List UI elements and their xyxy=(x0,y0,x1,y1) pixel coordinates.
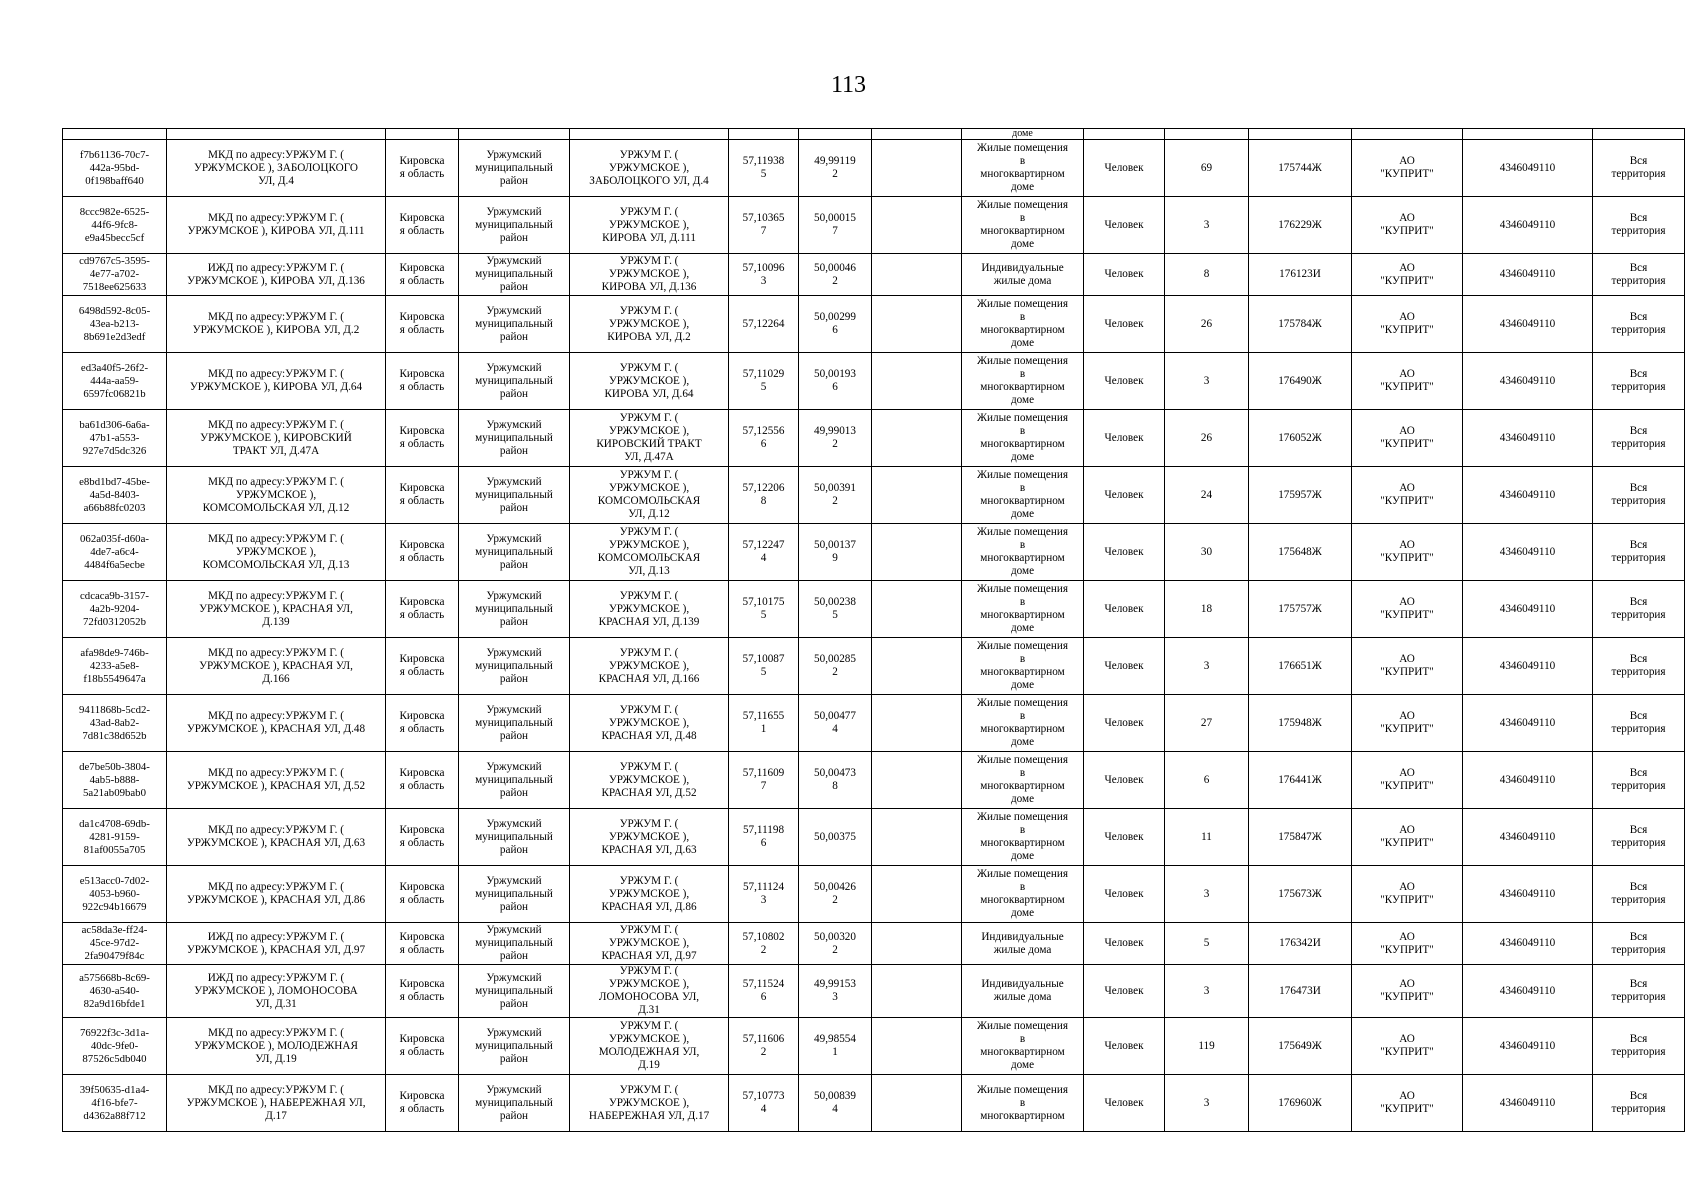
cell-code: 176229Ж xyxy=(1249,197,1352,254)
cell-unit: Человек xyxy=(1084,695,1165,752)
cell-longitude: 50,00015 7 xyxy=(799,197,872,254)
cell-code: 176052Ж xyxy=(1249,410,1352,467)
cell-object-name: МКД по адресу:УРЖУМ Г. ( УРЖУМСКОЕ ), КИРОВА УЛ, Д.2 xyxy=(167,296,386,353)
cell-inn: 4346049110 xyxy=(1463,752,1593,809)
cell-unit: Человек xyxy=(1084,410,1165,467)
cell-premises-type: Индивидуальные жилые дома xyxy=(962,923,1084,965)
cell-latitude: 57,11938 5 xyxy=(729,140,799,197)
cell-premises-type: Жилые помещения в многоквартирном доме xyxy=(962,638,1084,695)
cell-count: 26 xyxy=(1165,410,1249,467)
cell-premises-type: Жилые помещения в многоквартирном доме xyxy=(962,197,1084,254)
table-row xyxy=(63,695,1685,752)
cell-district: Уржумский муниципальный район xyxy=(459,296,570,353)
cell-address: УРЖУМ Г. ( УРЖУМСКОЕ ), КИРОВА УЛ, Д.2 xyxy=(570,296,729,353)
cell-code: 175648Ж xyxy=(1249,524,1352,581)
cell-uid: e8bd1bd7-45be- 4a5d-8403- a66b88fc0203 xyxy=(63,467,167,524)
cell-longitude: 49,99153 3 xyxy=(799,965,872,1018)
cell-inn: 4346049110 xyxy=(1463,695,1593,752)
cell-district: Уржумский муниципальный район xyxy=(459,140,570,197)
table-row xyxy=(63,638,1685,695)
cell-object-name: МКД по адресу:УРЖУМ Г. ( УРЖУМСКОЕ ), МОЛОДЕЖНАЯ УЛ, Д.19 xyxy=(167,1018,386,1075)
cell-region: Кировска я область xyxy=(386,695,459,752)
cell-unit: Человек xyxy=(1084,923,1165,965)
table-body xyxy=(63,129,1685,1132)
cell-territory: Вся территория xyxy=(1593,866,1685,923)
cell-organization: АО "КУПРИТ" xyxy=(1352,866,1463,923)
cell-latitude: 57,11609 7 xyxy=(729,752,799,809)
cell-territory: Вся территория xyxy=(1593,254,1685,296)
cell-district: Уржумский муниципальный район xyxy=(459,254,570,296)
cell-inn: 4346049110 xyxy=(1463,254,1593,296)
cell-longitude: 50,00839 4 xyxy=(799,1075,872,1132)
cell-unit: Человек xyxy=(1084,752,1165,809)
cell-inn: 4346049110 xyxy=(1463,866,1593,923)
cell-code: 176123И xyxy=(1249,254,1352,296)
cell-uid: 39f50635-d1a4- 4f16-bfe7- d4362a88f712 xyxy=(63,1075,167,1132)
cell-inn: 4346049110 xyxy=(1463,1018,1593,1075)
cell-region: Кировска я область xyxy=(386,638,459,695)
cell-inn: 4346049110 xyxy=(1463,923,1593,965)
cell-count: 3 xyxy=(1165,638,1249,695)
cell-extra xyxy=(872,695,962,752)
cell-uid: afa98de9-746b- 4233-a5e8- f18b5549647a xyxy=(63,638,167,695)
cell-extra xyxy=(872,1075,962,1132)
cell-territory: Вся территория xyxy=(1593,1075,1685,1132)
cell-uid: ac58da3e-ff24- 45ce-97d2- 2fa90479f84c xyxy=(63,923,167,965)
cell-count: 3 xyxy=(1165,1075,1249,1132)
cell-latitude: 57,10773 4 xyxy=(729,1075,799,1132)
cell-uid: ed3a40f5-26f2- 444a-aa59- 6597fc06821b xyxy=(63,353,167,410)
cell-latitude: 57,12264 xyxy=(729,296,799,353)
cell-address: УРЖУМ Г. ( УРЖУМСКОЕ ), КРАСНАЯ УЛ, Д.63 xyxy=(570,809,729,866)
cell-longitude: 49,99013 2 xyxy=(799,410,872,467)
cell-organization: АО "КУПРИТ" xyxy=(1352,809,1463,866)
cell-object-name: МКД по адресу:УРЖУМ Г. ( УРЖУМСКОЕ ), КОМСОМОЛЬСКАЯ УЛ, Д.12 xyxy=(167,467,386,524)
cell-uid: a575668b-8c69- 4630-a540- 82a9d16bfde1 xyxy=(63,965,167,1018)
cell-district: Уржумский муниципальный район xyxy=(459,581,570,638)
cell-count: 6 xyxy=(1165,752,1249,809)
cell-district: Уржумский муниципальный район xyxy=(459,695,570,752)
cell-inn: 4346049110 xyxy=(1463,467,1593,524)
cell-code: 175957Ж xyxy=(1249,467,1352,524)
table-row xyxy=(63,353,1685,410)
cell-region: Кировска я область xyxy=(386,581,459,638)
cell-territory: Вся территория xyxy=(1593,197,1685,254)
cell-extra xyxy=(872,752,962,809)
cell-territory: Вся территория xyxy=(1593,353,1685,410)
cell-unit: Человек xyxy=(1084,197,1165,254)
cell-object-name: МКД по адресу:УРЖУМ Г. ( УРЖУМСКОЕ ), КИРОВСКИЙ ТРАКТ УЛ, Д.47А xyxy=(167,410,386,467)
cell-organization: АО "КУПРИТ" xyxy=(1352,581,1463,638)
cell-region: Кировска я область xyxy=(386,296,459,353)
cell-address: УРЖУМ Г. ( УРЖУМСКОЕ ), КРАСНАЯ УЛ, Д.86 xyxy=(570,866,729,923)
cell-latitude: 57,11198 6 xyxy=(729,809,799,866)
cell-count: 27 xyxy=(1165,695,1249,752)
table-row xyxy=(63,140,1685,197)
cell-unit: Человек xyxy=(1084,467,1165,524)
cell-district: Уржумский муниципальный район xyxy=(459,353,570,410)
cell-territory: Вся территория xyxy=(1593,524,1685,581)
cell-latitude: 57,10802 2 xyxy=(729,923,799,965)
cell-premises-type: Индивидуальные жилые дома xyxy=(962,965,1084,1018)
table-row xyxy=(63,866,1685,923)
cell-object-name: ИЖД по адресу:УРЖУМ Г. ( УРЖУМСКОЕ ), ЛОМОНОСОВА УЛ, Д.31 xyxy=(167,965,386,1018)
cell-territory: Вся территория xyxy=(1593,410,1685,467)
cell-address: УРЖУМ Г. ( УРЖУМСКОЕ ), КОМСОМОЛЬСКАЯ УЛ, Д.12 xyxy=(570,467,729,524)
cell-unit: Человек xyxy=(1084,524,1165,581)
cell-latitude: 57,10087 5 xyxy=(729,638,799,695)
cell-extra xyxy=(872,866,962,923)
registry-table xyxy=(62,128,1685,1132)
cell-extra xyxy=(872,524,962,581)
cell-extra xyxy=(872,467,962,524)
cell-longitude: 50,00285 2 xyxy=(799,638,872,695)
cell-premises-type: Жилые помещения в многоквартирном доме xyxy=(962,353,1084,410)
cell-region: Кировска я область xyxy=(386,809,459,866)
cell-address: УРЖУМ Г. ( УРЖУМСКОЕ ), НАБЕРЕЖНАЯ УЛ, Д.17 xyxy=(570,1075,729,1132)
cell-address: УРЖУМ Г. ( УРЖУМСКОЕ ), КРАСНАЯ УЛ, Д.97 xyxy=(570,923,729,965)
table-row xyxy=(63,752,1685,809)
cell-uid: 8ccc982e-6525- 44f6-9fc8- e9a45becc5cf xyxy=(63,197,167,254)
cell-longitude: 50,00391 2 xyxy=(799,467,872,524)
cell-latitude: 57,10096 3 xyxy=(729,254,799,296)
cell-region: Кировска я область xyxy=(386,752,459,809)
table-row xyxy=(63,923,1685,965)
cell-premises-type: Жилые помещения в многоквартирном доме xyxy=(962,524,1084,581)
cell-inn: 4346049110 xyxy=(1463,965,1593,1018)
cell-unit: Человек xyxy=(1084,296,1165,353)
cell-territory: Вся территория xyxy=(1593,140,1685,197)
cell-premises-type: Жилые помещения в многоквартирном доме xyxy=(962,467,1084,524)
cell-organization: АО "КУПРИТ" xyxy=(1352,638,1463,695)
cell-longitude: 50,00193 6 xyxy=(799,353,872,410)
cell-district: Уржумский муниципальный район xyxy=(459,638,570,695)
cell-territory: Вся территория xyxy=(1593,752,1685,809)
cell-territory: Вся территория xyxy=(1593,695,1685,752)
cell-code: 176651Ж xyxy=(1249,638,1352,695)
cell-object-name: ИЖД по адресу:УРЖУМ Г. ( УРЖУМСКОЕ ), КИРОВА УЛ, Д.136 xyxy=(167,254,386,296)
cell-count: 3 xyxy=(1165,353,1249,410)
cell-object-name: МКД по адресу:УРЖУМ Г. ( УРЖУМСКОЕ ), КОМСОМОЛЬСКАЯ УЛ, Д.13 xyxy=(167,524,386,581)
cell-object-name: МКД по адресу:УРЖУМ Г. ( УРЖУМСКОЕ ), КРАСНАЯ УЛ, Д.48 xyxy=(167,695,386,752)
cell-organization: АО "КУПРИТ" xyxy=(1352,923,1463,965)
cell-organization: АО "КУПРИТ" xyxy=(1352,296,1463,353)
continuation-text: доме xyxy=(962,129,1084,140)
cell-code: 175784Ж xyxy=(1249,296,1352,353)
cell-code: 176490Ж xyxy=(1249,353,1352,410)
cell-latitude: 57,12206 8 xyxy=(729,467,799,524)
cell-count: 24 xyxy=(1165,467,1249,524)
cell-latitude: 57,12247 4 xyxy=(729,524,799,581)
cell-code: 175757Ж xyxy=(1249,581,1352,638)
table-row xyxy=(63,410,1685,467)
cell-extra xyxy=(872,923,962,965)
cell-latitude: 57,11029 5 xyxy=(729,353,799,410)
cell-region: Кировска я область xyxy=(386,1075,459,1132)
table-row xyxy=(63,1075,1685,1132)
cell-district: Уржумский муниципальный район xyxy=(459,467,570,524)
cell-territory: Вся территория xyxy=(1593,923,1685,965)
cell-region: Кировска я область xyxy=(386,866,459,923)
cell-district: Уржумский муниципальный район xyxy=(459,809,570,866)
cell-territory: Вся территория xyxy=(1593,809,1685,866)
table-row xyxy=(63,467,1685,524)
cell-organization: АО "КУПРИТ" xyxy=(1352,965,1463,1018)
table-row xyxy=(63,581,1685,638)
cell-region: Кировска я область xyxy=(386,353,459,410)
cell-territory: Вся территория xyxy=(1593,965,1685,1018)
cell-uid: e513acc0-7d02- 4053-b960- 922c94b16679 xyxy=(63,866,167,923)
cell-district: Уржумский муниципальный район xyxy=(459,866,570,923)
cell-organization: АО "КУПРИТ" xyxy=(1352,197,1463,254)
table-row xyxy=(63,296,1685,353)
cell-longitude: 50,00320 2 xyxy=(799,923,872,965)
cell-address: УРЖУМ Г. ( УРЖУМСКОЕ ), КРАСНАЯ УЛ, Д.52 xyxy=(570,752,729,809)
cell-territory: Вся территория xyxy=(1593,581,1685,638)
cell-count: 119 xyxy=(1165,1018,1249,1075)
cell-organization: АО "КУПРИТ" xyxy=(1352,254,1463,296)
cell-unit: Человек xyxy=(1084,581,1165,638)
cell-district: Уржумский муниципальный район xyxy=(459,965,570,1018)
cell-longitude: 50,00375 xyxy=(799,809,872,866)
cell-extra xyxy=(872,140,962,197)
cell-district: Уржумский муниципальный район xyxy=(459,1018,570,1075)
cell-district: Уржумский муниципальный район xyxy=(459,752,570,809)
cell-longitude: 50,00046 2 xyxy=(799,254,872,296)
cell-latitude: 57,11606 2 xyxy=(729,1018,799,1075)
cell-object-name: МКД по адресу:УРЖУМ Г. ( УРЖУМСКОЕ ), ЗАБОЛОЦКОГО УЛ, Д.4 xyxy=(167,140,386,197)
cell-region: Кировска я область xyxy=(386,197,459,254)
cell-inn: 4346049110 xyxy=(1463,140,1593,197)
table-row xyxy=(63,524,1685,581)
cell-longitude: 49,98554 1 xyxy=(799,1018,872,1075)
cell-region: Кировска я область xyxy=(386,254,459,296)
cell-extra xyxy=(872,638,962,695)
cell-address: УРЖУМ Г. ( УРЖУМСКОЕ ), ЛОМОНОСОВА УЛ, Д.31 xyxy=(570,965,729,1018)
cell-premises-type: Жилые помещения в многоквартирном доме xyxy=(962,581,1084,638)
cell-premises-type: Жилые помещения в многоквартирном доме xyxy=(962,296,1084,353)
cell-latitude: 57,11655 1 xyxy=(729,695,799,752)
cell-inn: 4346049110 xyxy=(1463,410,1593,467)
cell-organization: АО "КУПРИТ" xyxy=(1352,140,1463,197)
cell-unit: Человек xyxy=(1084,809,1165,866)
cell-address: УРЖУМ Г. ( УРЖУМСКОЕ ), КИРОВА УЛ, Д.64 xyxy=(570,353,729,410)
cell-inn: 4346049110 xyxy=(1463,1075,1593,1132)
cell-address: УРЖУМ Г. ( УРЖУМСКОЕ ), КИРОВА УЛ, Д.136 xyxy=(570,254,729,296)
cell-extra xyxy=(872,197,962,254)
cell-district: Уржумский муниципальный район xyxy=(459,524,570,581)
cell-object-name: МКД по адресу:УРЖУМ Г. ( УРЖУМСКОЕ ), КРАСНАЯ УЛ, Д.139 xyxy=(167,581,386,638)
cell-address: УРЖУМ Г. ( УРЖУМСКОЕ ), КРАСНАЯ УЛ, Д.139 xyxy=(570,581,729,638)
cell-extra xyxy=(872,581,962,638)
cell-count: 5 xyxy=(1165,923,1249,965)
cell-extra xyxy=(872,296,962,353)
cell-premises-type: Жилые помещения в многоквартирном доме xyxy=(962,809,1084,866)
cell-unit: Человек xyxy=(1084,254,1165,296)
page-number: 113 xyxy=(830,72,867,98)
cell-latitude: 57,11524 6 xyxy=(729,965,799,1018)
cell-address: УРЖУМ Г. ( УРЖУМСКОЕ ), КОМСОМОЛЬСКАЯ УЛ, Д.13 xyxy=(570,524,729,581)
cell-inn: 4346049110 xyxy=(1463,638,1593,695)
cell-premises-type: Жилые помещения в многоквартирном доме xyxy=(962,1018,1084,1075)
cell-territory: Вся территория xyxy=(1593,638,1685,695)
cell-organization: АО "КУПРИТ" xyxy=(1352,410,1463,467)
cell-premises-type: Жилые помещения в многоквартирном доме xyxy=(962,752,1084,809)
cell-count: 18 xyxy=(1165,581,1249,638)
cell-inn: 4346049110 xyxy=(1463,296,1593,353)
cell-object-name: МКД по адресу:УРЖУМ Г. ( УРЖУМСКОЕ ), КРАСНАЯ УЛ, Д.166 xyxy=(167,638,386,695)
cell-code: 175948Ж xyxy=(1249,695,1352,752)
cell-count: 26 xyxy=(1165,296,1249,353)
cell-count: 11 xyxy=(1165,809,1249,866)
cell-extra xyxy=(872,1018,962,1075)
cell-uid: da1c4708-69db- 4281-9159- 81af0055a705 xyxy=(63,809,167,866)
cell-organization: АО "КУПРИТ" xyxy=(1352,695,1463,752)
cell-region: Кировска я область xyxy=(386,467,459,524)
cell-longitude: 50,00238 5 xyxy=(799,581,872,638)
cell-unit: Человек xyxy=(1084,866,1165,923)
cell-uid: ba61d306-6a6a- 47b1-a553- 927e7d5dc326 xyxy=(63,410,167,467)
table-row xyxy=(63,1018,1685,1075)
cell-inn: 4346049110 xyxy=(1463,353,1593,410)
cell-uid: 9411868b-5cd2- 43ad-8ab2- 7d81c38d652b xyxy=(63,695,167,752)
cell-object-name: МКД по адресу:УРЖУМ Г. ( УРЖУМСКОЕ ), КРАСНАЯ УЛ, Д.86 xyxy=(167,866,386,923)
cell-uid: de7be50b-3804- 4ab5-b888- 5a21ab09bab0 xyxy=(63,752,167,809)
cell-longitude: 50,00299 6 xyxy=(799,296,872,353)
cell-address: УРЖУМ Г. ( УРЖУМСКОЕ ), КРАСНАЯ УЛ, Д.166 xyxy=(570,638,729,695)
cell-address: УРЖУМ Г. ( УРЖУМСКОЕ ), МОЛОДЕЖНАЯ УЛ, Д.19 xyxy=(570,1018,729,1075)
cell-code: 176473И xyxy=(1249,965,1352,1018)
cell-inn: 4346049110 xyxy=(1463,581,1593,638)
cell-premises-type: Жилые помещения в многоквартирном доме xyxy=(962,866,1084,923)
cell-object-name: ИЖД по адресу:УРЖУМ Г. ( УРЖУМСКОЕ ), КРАСНАЯ УЛ, Д.97 xyxy=(167,923,386,965)
cell-unit: Человек xyxy=(1084,353,1165,410)
cell-uid: 062a035f-d60a- 4de7-a6c4- 4484f6a5ecbe xyxy=(63,524,167,581)
cell-address: УРЖУМ Г. ( УРЖУМСКОЕ ), КИРОВА УЛ, Д.111 xyxy=(570,197,729,254)
cell-code: 176342И xyxy=(1249,923,1352,965)
cell-unit: Человек xyxy=(1084,638,1165,695)
cell-premises-type: Жилые помещения в многоквартирном доме xyxy=(962,695,1084,752)
table-row xyxy=(63,197,1685,254)
cell-region: Кировска я область xyxy=(386,965,459,1018)
cell-premises-type: Жилые помещения в многоквартирном доме xyxy=(962,140,1084,197)
cell-district: Уржумский муниципальный район xyxy=(459,197,570,254)
cell-district: Уржумский муниципальный район xyxy=(459,923,570,965)
cell-organization: АО "КУПРИТ" xyxy=(1352,752,1463,809)
cell-object-name: МКД по адресу:УРЖУМ Г. ( УРЖУМСКОЕ ), КИРОВА УЛ, Д.111 xyxy=(167,197,386,254)
cell-region: Кировска я область xyxy=(386,923,459,965)
cell-longitude: 50,00477 4 xyxy=(799,695,872,752)
cell-unit: Человек xyxy=(1084,1075,1165,1132)
cell-extra xyxy=(872,353,962,410)
cell-extra xyxy=(872,809,962,866)
cell-latitude: 57,10175 5 xyxy=(729,581,799,638)
cell-premises-type: Жилые помещения в многоквартирном доме xyxy=(962,410,1084,467)
cell-address: УРЖУМ Г. ( УРЖУМСКОЕ ), КРАСНАЯ УЛ, Д.48 xyxy=(570,695,729,752)
cell-latitude: 57,11124 3 xyxy=(729,866,799,923)
continuation-row xyxy=(63,129,1685,140)
cell-unit: Человек xyxy=(1084,140,1165,197)
cell-code: 175847Ж xyxy=(1249,809,1352,866)
cell-inn: 4346049110 xyxy=(1463,809,1593,866)
cell-region: Кировска я область xyxy=(386,140,459,197)
cell-organization: АО "КУПРИТ" xyxy=(1352,467,1463,524)
cell-extra xyxy=(872,965,962,1018)
cell-territory: Вся территория xyxy=(1593,467,1685,524)
cell-longitude: 49,99119 2 xyxy=(799,140,872,197)
cell-district: Уржумский муниципальный район xyxy=(459,410,570,467)
cell-region: Кировска я область xyxy=(386,1018,459,1075)
cell-uid: cd9767c5-3595- 4e77-a702- 7518ee625633 xyxy=(63,254,167,296)
table-row xyxy=(63,254,1685,296)
cell-object-name: МКД по адресу:УРЖУМ Г. ( УРЖУМСКОЕ ), КРАСНАЯ УЛ, Д.52 xyxy=(167,752,386,809)
cell-territory: Вся территория xyxy=(1593,296,1685,353)
cell-uid: 6498d592-8c05- 43ea-b213- 8b691e2d3edf xyxy=(63,296,167,353)
table-row xyxy=(63,965,1685,1018)
cell-unit: Человек xyxy=(1084,965,1165,1018)
cell-code: 176441Ж xyxy=(1249,752,1352,809)
cell-longitude: 50,00473 8 xyxy=(799,752,872,809)
cell-code: 175673Ж xyxy=(1249,866,1352,923)
cell-organization: АО "КУПРИТ" xyxy=(1352,1075,1463,1132)
cell-organization: АО "КУПРИТ" xyxy=(1352,1018,1463,1075)
cell-code: 175649Ж xyxy=(1249,1018,1352,1075)
cell-count: 3 xyxy=(1165,965,1249,1018)
cell-address: УРЖУМ Г. ( УРЖУМСКОЕ ), КИРОВСКИЙ ТРАКТ УЛ, Д.47А xyxy=(570,410,729,467)
cell-longitude: 50,00426 2 xyxy=(799,866,872,923)
cell-uid: 76922f3c-3d1a- 40dc-9fe0- 87526c5db040 xyxy=(63,1018,167,1075)
cell-uid: cdcaca9b-3157- 4a2b-9204- 72fd0312052b xyxy=(63,581,167,638)
table-row xyxy=(63,809,1685,866)
cell-longitude: 50,00137 9 xyxy=(799,524,872,581)
cell-latitude: 57,12556 6 xyxy=(729,410,799,467)
cell-code: 175744Ж xyxy=(1249,140,1352,197)
cell-object-name: МКД по адресу:УРЖУМ Г. ( УРЖУМСКОЕ ), НАБЕРЕЖНАЯ УЛ, Д.17 xyxy=(167,1075,386,1132)
cell-organization: АО "КУПРИТ" xyxy=(1352,524,1463,581)
cell-count: 69 xyxy=(1165,140,1249,197)
cell-organization: АО "КУПРИТ" xyxy=(1352,353,1463,410)
cell-count: 30 xyxy=(1165,524,1249,581)
cell-count: 8 xyxy=(1165,254,1249,296)
cell-district: Уржумский муниципальный район xyxy=(459,1075,570,1132)
cell-uid: f7b61136-70c7- 442a-95bd- 0f198baff640 xyxy=(63,140,167,197)
cell-region: Кировска я область xyxy=(386,410,459,467)
cell-premises-type: Индивидуальные жилые дома xyxy=(962,254,1084,296)
cell-object-name: МКД по адресу:УРЖУМ Г. ( УРЖУМСКОЕ ), КИРОВА УЛ, Д.64 xyxy=(167,353,386,410)
cell-latitude: 57,10365 7 xyxy=(729,197,799,254)
cell-code: 176960Ж xyxy=(1249,1075,1352,1132)
cell-count: 3 xyxy=(1165,197,1249,254)
cell-territory: Вся территория xyxy=(1593,1018,1685,1075)
cell-region: Кировска я область xyxy=(386,524,459,581)
cell-extra xyxy=(872,254,962,296)
cell-unit: Человек xyxy=(1084,1018,1165,1075)
cell-object-name: МКД по адресу:УРЖУМ Г. ( УРЖУМСКОЕ ), КРАСНАЯ УЛ, Д.63 xyxy=(167,809,386,866)
cell-inn: 4346049110 xyxy=(1463,197,1593,254)
cell-premises-type: Жилые помещения в многоквартирном xyxy=(962,1075,1084,1132)
cell-address: УРЖУМ Г. ( УРЖУМСКОЕ ), ЗАБОЛОЦКОГО УЛ, Д.4 xyxy=(570,140,729,197)
cell-inn: 4346049110 xyxy=(1463,524,1593,581)
cell-count: 3 xyxy=(1165,866,1249,923)
cell-extra xyxy=(872,410,962,467)
